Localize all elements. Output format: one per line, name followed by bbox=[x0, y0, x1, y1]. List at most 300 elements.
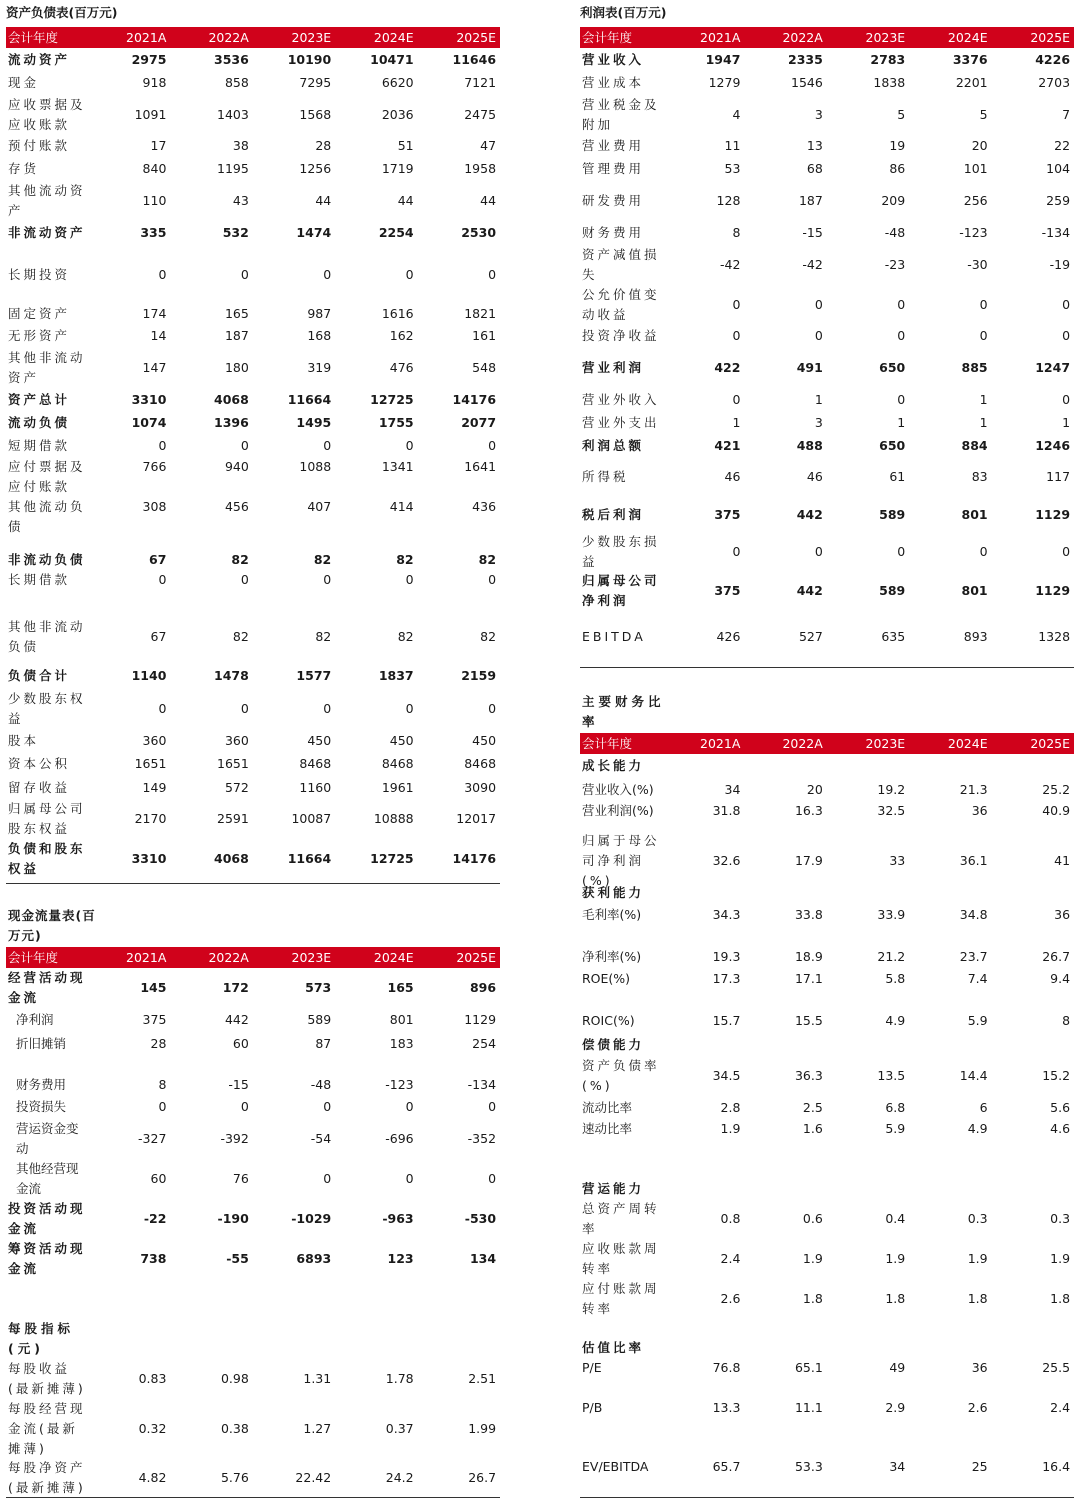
row-value: 738 bbox=[140, 1251, 167, 1266]
row-label: 管理费用 bbox=[582, 161, 645, 176]
row-label: P/E bbox=[582, 1360, 602, 1375]
row-value: 187 bbox=[224, 328, 249, 343]
row-value: 442 bbox=[224, 1012, 249, 1027]
row-value: 86 bbox=[889, 161, 906, 176]
header-year-4: 2025E bbox=[1030, 30, 1071, 45]
table-row bbox=[6, 48, 500, 71]
row-value: 0 bbox=[323, 437, 332, 453]
row-value: 0 bbox=[814, 543, 823, 559]
row-value: 26.7 bbox=[468, 1470, 497, 1485]
row-label: 股本 bbox=[8, 732, 40, 748]
row-value: 10471 bbox=[370, 51, 414, 67]
right-bottom-rule bbox=[580, 1497, 1074, 1498]
row-value: 1838 bbox=[873, 75, 906, 90]
income-statement-body bbox=[580, 48, 1074, 663]
row-value: 12017 bbox=[456, 811, 497, 826]
row-value: 83 bbox=[971, 469, 988, 484]
row-value: 1396 bbox=[214, 414, 249, 430]
row-value: 5.8 bbox=[885, 971, 906, 986]
row-value: 15.2 bbox=[1042, 1068, 1071, 1083]
row-value: 1546 bbox=[791, 75, 823, 90]
row-label: 非流动负债 bbox=[8, 552, 86, 567]
table-row bbox=[6, 95, 500, 134]
header-label: 会计年度 bbox=[8, 29, 59, 45]
row-value: 0 bbox=[1062, 296, 1071, 312]
row-value: 0.83 bbox=[138, 1371, 167, 1386]
row-value: 450 bbox=[472, 732, 497, 748]
row-label: 速动比率 bbox=[582, 1121, 633, 1136]
table-row bbox=[580, 222, 1074, 244]
row-value: 61 bbox=[889, 469, 906, 484]
row-value: 17.1 bbox=[794, 971, 823, 986]
row-value: 172 bbox=[222, 980, 249, 995]
row-label: 应收票据及应收账款 bbox=[8, 96, 86, 132]
row-value: 14.4 bbox=[959, 1068, 988, 1083]
row-value: 421 bbox=[714, 437, 741, 453]
row-value: 2.51 bbox=[468, 1371, 497, 1386]
row-label: 少数股东损益 bbox=[582, 533, 660, 569]
row-value: 3536 bbox=[214, 51, 249, 67]
row-value: 21.2 bbox=[877, 949, 906, 964]
table-row bbox=[6, 434, 500, 457]
table-row bbox=[580, 434, 1074, 457]
row-label: 每股经营现金流(最新摊薄) bbox=[8, 1400, 86, 1456]
row-value: -1029 bbox=[291, 1211, 332, 1226]
row-value: 0 bbox=[323, 1171, 332, 1186]
row-value: 123 bbox=[387, 1251, 414, 1266]
row-value: 2335 bbox=[788, 51, 823, 67]
row-label: 少数股东权益 bbox=[8, 691, 86, 726]
row-label: 利润总额 bbox=[582, 437, 645, 453]
row-value: 36 bbox=[1054, 907, 1071, 922]
table-row bbox=[580, 324, 1074, 348]
row-value: 187 bbox=[798, 193, 823, 208]
row-value: 0 bbox=[323, 267, 332, 282]
row-value: 1.8 bbox=[885, 1291, 906, 1306]
row-value: 3310 bbox=[131, 391, 167, 407]
row-value: 34.5 bbox=[712, 1068, 741, 1083]
row-value: 128 bbox=[716, 193, 741, 208]
row-value: 8 bbox=[158, 1077, 167, 1092]
row-label: 税后利润 bbox=[582, 507, 645, 522]
row-label: 成长能力 bbox=[582, 758, 645, 773]
row-value: 1.8 bbox=[1050, 1291, 1071, 1306]
row-value: 1 bbox=[814, 391, 823, 407]
row-value: 0 bbox=[732, 543, 741, 559]
row-label: 毛利率(%) bbox=[582, 907, 642, 922]
row-value: 2077 bbox=[461, 414, 497, 430]
row-value: -123 bbox=[959, 225, 988, 240]
row-value: 589 bbox=[879, 582, 906, 598]
table-row bbox=[6, 158, 500, 180]
row-value: 36 bbox=[971, 803, 988, 818]
header-year-1: 2022A bbox=[208, 30, 249, 45]
table-row bbox=[580, 945, 1074, 969]
row-value: 1.9 bbox=[967, 1251, 988, 1266]
income-statement-bottom-rule bbox=[580, 667, 1074, 668]
row-label: 其他非流动负债 bbox=[8, 619, 86, 654]
row-label: 无形资产 bbox=[8, 328, 71, 343]
row-value: 476 bbox=[389, 360, 414, 375]
row-label: 研发费用 bbox=[582, 193, 645, 208]
table-row bbox=[580, 1239, 1074, 1279]
row-value: 21.3 bbox=[959, 781, 988, 797]
row-label: 其他流动资产 bbox=[8, 183, 86, 218]
table-row bbox=[6, 729, 500, 752]
row-value: 34 bbox=[724, 781, 741, 797]
table-row bbox=[580, 833, 1074, 888]
row-label: 现金 bbox=[8, 75, 40, 90]
row-label: 财务费用 bbox=[582, 225, 645, 240]
row-label: 财务费用 bbox=[16, 1077, 67, 1092]
row-value: 209 bbox=[881, 193, 906, 208]
row-value: 82 bbox=[313, 552, 332, 567]
row-value: 407 bbox=[307, 499, 332, 514]
row-value: 5 bbox=[979, 106, 988, 122]
row-value: 0 bbox=[488, 267, 497, 282]
row-value: 426 bbox=[716, 629, 741, 644]
row-value: 1616 bbox=[381, 306, 414, 321]
row-value: 36.3 bbox=[794, 1068, 823, 1083]
row-value: 11664 bbox=[287, 851, 332, 866]
table-row bbox=[580, 180, 1074, 222]
row-value: 491 bbox=[796, 360, 823, 375]
row-value: 32.5 bbox=[877, 803, 906, 818]
row-value: 44 bbox=[480, 193, 497, 208]
table-row bbox=[580, 1457, 1074, 1497]
table-row bbox=[6, 663, 500, 689]
row-value: 0 bbox=[323, 701, 332, 716]
row-value: 11 bbox=[724, 138, 741, 153]
row-value: 1328 bbox=[1038, 629, 1071, 644]
row-value: 18.9 bbox=[794, 949, 823, 964]
row-value: 0 bbox=[158, 572, 167, 587]
row-value: 14176 bbox=[452, 391, 497, 407]
table-row bbox=[6, 457, 500, 497]
table-row bbox=[6, 1199, 500, 1239]
row-value: 87 bbox=[315, 1035, 332, 1051]
table-row bbox=[6, 134, 500, 158]
row-value: 893 bbox=[963, 629, 988, 644]
row-value: 801 bbox=[961, 582, 988, 598]
row-value: 0 bbox=[732, 328, 741, 343]
row-value: 1140 bbox=[131, 668, 167, 683]
row-value: 65.7 bbox=[712, 1459, 741, 1474]
per-share-title: 每股指标(元) bbox=[8, 1321, 75, 1356]
row-value: 145 bbox=[140, 980, 167, 995]
row-value: 1651 bbox=[217, 756, 249, 771]
row-value: -392 bbox=[220, 1131, 249, 1146]
row-value: 5 bbox=[897, 106, 906, 122]
table-row bbox=[6, 839, 500, 879]
row-label: ROIC(%) bbox=[582, 1013, 635, 1028]
header-year-3: 2024E bbox=[373, 30, 414, 45]
row-value: 33 bbox=[889, 853, 906, 868]
row-label: 资产减值损失 bbox=[582, 246, 660, 282]
per-share-section bbox=[6, 1319, 500, 1498]
row-label: 所得税 bbox=[582, 469, 629, 484]
row-value: 14 bbox=[150, 328, 167, 343]
row-value: 3310 bbox=[131, 851, 167, 866]
row-value: 32.6 bbox=[712, 853, 741, 868]
row-value: 1246 bbox=[1035, 437, 1071, 453]
row-value: 527 bbox=[798, 629, 823, 644]
table-row bbox=[6, 533, 500, 570]
row-value: 1958 bbox=[464, 161, 497, 176]
row-value: 1641 bbox=[464, 459, 497, 474]
row-value: 884 bbox=[961, 437, 988, 453]
row-value: 28 bbox=[150, 1035, 167, 1051]
table-row bbox=[580, 570, 1074, 611]
header-label: 会计年度 bbox=[582, 735, 633, 751]
row-value: 1474 bbox=[296, 225, 332, 240]
row-value: 16.4 bbox=[1042, 1459, 1071, 1474]
row-value: 33.9 bbox=[877, 907, 906, 922]
table-row bbox=[6, 689, 500, 729]
row-label: 获利能力 bbox=[582, 885, 645, 900]
row-value: 1341 bbox=[381, 459, 414, 474]
row-value: 8468 bbox=[299, 756, 332, 771]
table-row bbox=[6, 968, 500, 1008]
row-value: 19 bbox=[889, 138, 906, 153]
table-row bbox=[580, 348, 1074, 388]
header-year-1: 2022A bbox=[782, 30, 823, 45]
row-value: 1256 bbox=[299, 161, 332, 176]
row-value: 1 bbox=[979, 414, 988, 430]
row-value: 1129 bbox=[464, 1012, 497, 1027]
row-value: 26.7 bbox=[1042, 949, 1071, 964]
table-row bbox=[580, 285, 1074, 324]
row-value: 44 bbox=[315, 193, 332, 208]
row-label: 归属母公司股东权益 bbox=[8, 801, 86, 836]
row-label: 营业收入(%) bbox=[582, 781, 654, 797]
row-value: 3 bbox=[814, 106, 823, 122]
row-value: 259 bbox=[1046, 193, 1071, 208]
row-label: 折旧摊销 bbox=[16, 1035, 67, 1051]
row-value: 1.9 bbox=[802, 1251, 823, 1266]
row-label: 固定资产 bbox=[8, 306, 71, 321]
row-value: 2783 bbox=[870, 51, 906, 67]
row-label: 长期借款 bbox=[8, 572, 71, 587]
row-value: 801 bbox=[961, 507, 988, 522]
row-value: 4226 bbox=[1035, 51, 1071, 67]
row-value: 16.3 bbox=[794, 803, 823, 818]
row-value: 36 bbox=[971, 1360, 988, 1375]
row-label: 营业外支出 bbox=[582, 414, 660, 430]
row-value: 1.99 bbox=[468, 1420, 497, 1436]
row-label: 预付账款 bbox=[8, 138, 71, 153]
row-value: 68 bbox=[806, 161, 823, 176]
row-label: 应付票据及应付账款 bbox=[8, 459, 86, 494]
row-value: 82 bbox=[396, 552, 414, 567]
table-row bbox=[6, 1095, 500, 1119]
row-label: 其他非流动资产 bbox=[8, 350, 86, 385]
row-value: -134 bbox=[1041, 225, 1071, 240]
row-value: -42 bbox=[802, 256, 823, 272]
ratios-header bbox=[580, 732, 1074, 754]
row-value: 0 bbox=[979, 543, 988, 559]
row-label: 营业费用 bbox=[582, 138, 645, 153]
row-value: 1577 bbox=[296, 668, 332, 683]
row-value: 0 bbox=[405, 267, 414, 282]
row-value: -23 bbox=[884, 256, 906, 272]
row-value: -30 bbox=[967, 256, 988, 272]
row-value: 82 bbox=[232, 629, 249, 644]
table-row bbox=[6, 1008, 500, 1032]
row-label: 资产负债率(%) bbox=[582, 1058, 660, 1093]
row-value: 0.3 bbox=[1050, 1211, 1071, 1226]
row-label: 营运能力 bbox=[582, 1181, 645, 1196]
row-value: 0 bbox=[897, 391, 906, 407]
row-label: 负债和股东权益 bbox=[8, 841, 86, 876]
row-value: 1.8 bbox=[802, 1291, 823, 1306]
header-year-0: 2021A bbox=[126, 950, 167, 965]
row-value: 14176 bbox=[452, 851, 497, 866]
row-value: 2530 bbox=[461, 225, 497, 240]
row-label: 流动负债 bbox=[8, 414, 71, 430]
row-value: -48 bbox=[310, 1077, 332, 1092]
row-value: 82 bbox=[231, 552, 249, 567]
row-value: 134 bbox=[469, 1251, 497, 1266]
table-row bbox=[580, 134, 1074, 158]
row-value: 20 bbox=[971, 138, 988, 153]
row-value: 3 bbox=[814, 414, 823, 430]
row-value: 918 bbox=[142, 75, 167, 90]
row-value: 1947 bbox=[705, 51, 741, 67]
row-value: -42 bbox=[719, 256, 741, 272]
balance-sheet-body bbox=[6, 48, 500, 879]
row-value: 24.2 bbox=[385, 1470, 414, 1485]
row-value: 19.2 bbox=[877, 781, 906, 797]
row-value: 22 bbox=[1054, 138, 1071, 153]
row-value: 5.6 bbox=[1050, 1099, 1071, 1115]
row-value: 0 bbox=[979, 296, 988, 312]
row-label: 应付账款周转率 bbox=[582, 1281, 660, 1316]
row-value: 0 bbox=[240, 1099, 249, 1114]
row-value: 4.9 bbox=[885, 1013, 906, 1028]
table-row bbox=[580, 611, 1074, 663]
row-value: 67 bbox=[150, 629, 167, 644]
left-bottom-rule bbox=[6, 1497, 500, 1498]
row-value: 34.8 bbox=[959, 907, 988, 922]
row-value: 1 bbox=[979, 391, 988, 407]
income-statement-section bbox=[580, 0, 1074, 663]
row-value: 10087 bbox=[291, 811, 332, 826]
row-value: 0.8 bbox=[720, 1211, 741, 1226]
row-value: 0 bbox=[405, 1099, 414, 1114]
row-value: 15.7 bbox=[712, 1013, 741, 1028]
header-year-3: 2024E bbox=[947, 736, 988, 751]
row-value: 10888 bbox=[373, 811, 414, 826]
row-value: 858 bbox=[224, 75, 249, 90]
row-value: 1.9 bbox=[720, 1121, 741, 1136]
cashflow-section bbox=[6, 906, 500, 1279]
table-row bbox=[6, 1055, 500, 1095]
table-row bbox=[580, 1119, 1074, 1159]
row-value: 1.9 bbox=[1050, 1251, 1071, 1266]
row-value: 1495 bbox=[296, 414, 332, 430]
table-row bbox=[580, 497, 1074, 533]
row-value: 4068 bbox=[214, 391, 249, 407]
row-value: 0.37 bbox=[385, 1420, 414, 1436]
row-value: 8468 bbox=[464, 756, 497, 771]
table-row bbox=[580, 778, 1074, 801]
row-value: 43 bbox=[232, 193, 249, 208]
row-value: 940 bbox=[224, 459, 249, 474]
row-value: 2170 bbox=[134, 811, 167, 826]
row-value: 11664 bbox=[287, 391, 332, 407]
row-value: 67 bbox=[149, 552, 167, 567]
row-label: 投资净收益 bbox=[582, 328, 660, 343]
row-value: 375 bbox=[714, 507, 741, 522]
row-value: 573 bbox=[305, 980, 332, 995]
row-value: 46 bbox=[724, 469, 741, 484]
row-value: 422 bbox=[714, 360, 741, 375]
row-value: 0 bbox=[240, 267, 249, 282]
row-value: 25 bbox=[971, 1459, 988, 1474]
row-value: 2.8 bbox=[720, 1099, 741, 1115]
row-value: 6 bbox=[979, 1099, 988, 1115]
balance-sheet-bottom-rule bbox=[6, 883, 500, 884]
row-value: 0 bbox=[158, 1099, 167, 1114]
row-value: 0 bbox=[240, 437, 249, 453]
row-value: 532 bbox=[222, 225, 249, 240]
row-value: 33.8 bbox=[794, 907, 823, 922]
ratios-body bbox=[580, 754, 1074, 1497]
row-value: 0 bbox=[1062, 391, 1071, 407]
row-value: 149 bbox=[142, 779, 167, 795]
table-row bbox=[580, 71, 1074, 95]
row-value: 60 bbox=[150, 1171, 167, 1186]
row-value: 0 bbox=[158, 267, 167, 282]
row-value: 31.8 bbox=[712, 803, 741, 818]
row-value: 0.98 bbox=[220, 1371, 249, 1386]
row-value: 65.1 bbox=[794, 1360, 823, 1375]
row-value: 0 bbox=[897, 543, 906, 559]
table-row bbox=[580, 48, 1074, 71]
row-value: 766 bbox=[142, 459, 167, 474]
table-row bbox=[580, 95, 1074, 134]
row-label: 应收账款周转率 bbox=[582, 1241, 660, 1276]
row-value: 60 bbox=[232, 1035, 249, 1051]
header-year-2: 2023E bbox=[865, 736, 906, 751]
table-row bbox=[6, 1159, 500, 1199]
row-value: 650 bbox=[879, 360, 906, 375]
row-label: 资本公积 bbox=[8, 756, 71, 771]
row-value: 2036 bbox=[381, 106, 414, 122]
row-value: 38 bbox=[232, 138, 249, 153]
row-value: 1.6 bbox=[802, 1121, 823, 1136]
row-value: 375 bbox=[142, 1012, 167, 1027]
row-value: 896 bbox=[469, 980, 497, 995]
row-value: 1.27 bbox=[303, 1420, 332, 1436]
row-value: 13.5 bbox=[877, 1068, 906, 1083]
row-value: -530 bbox=[464, 1211, 497, 1226]
row-value: 0 bbox=[405, 1171, 414, 1186]
table-row bbox=[580, 158, 1074, 180]
row-value: 1279 bbox=[708, 75, 741, 90]
row-value: 82 bbox=[315, 629, 332, 644]
header-year-0: 2021A bbox=[700, 30, 741, 45]
row-value: 104 bbox=[1046, 161, 1071, 176]
row-value: 0 bbox=[897, 328, 906, 343]
row-value: 7121 bbox=[464, 75, 497, 90]
row-value: -55 bbox=[226, 1251, 249, 1266]
ratios-section bbox=[580, 692, 1074, 1497]
cashflow-body bbox=[6, 968, 500, 1279]
row-label: 经营活动现金流 bbox=[8, 970, 86, 1005]
row-value: 1091 bbox=[134, 106, 167, 122]
